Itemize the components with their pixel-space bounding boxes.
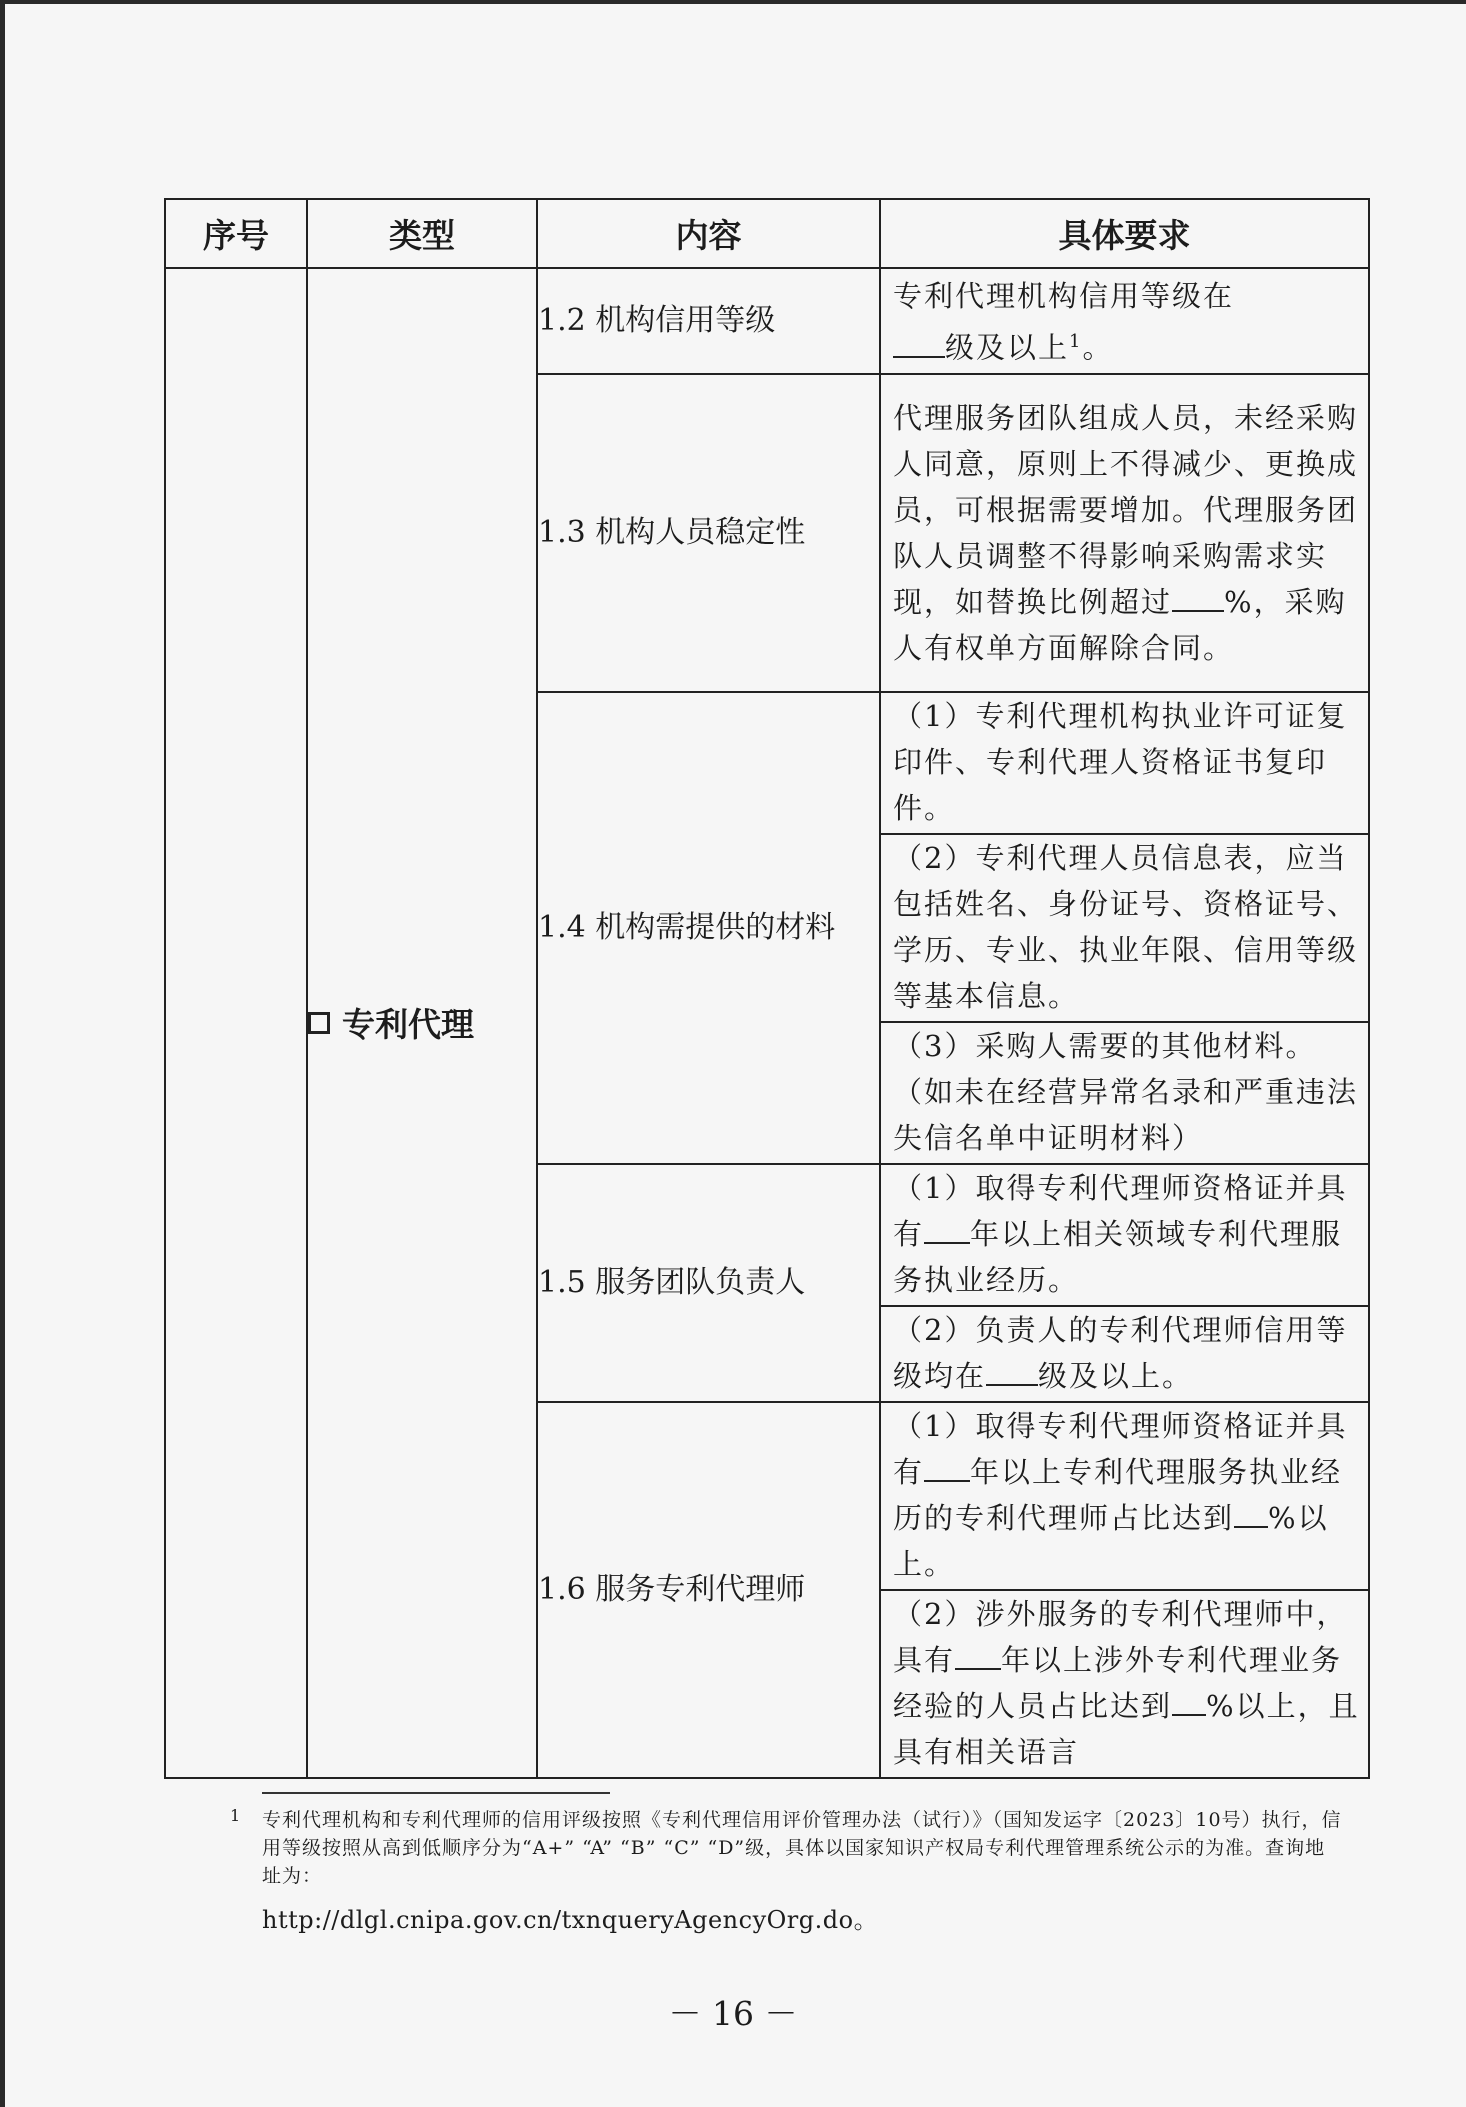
req-item: （1）专利代理机构执业许可证复印件、专利代理人资格证书复印件。: [893, 698, 1348, 825]
footnote-ref: 1: [1069, 331, 1083, 352]
req-item: （2）专利代理人员信息表，应当包括姓名、身份证号、资格证号、学历、专业、执业年限、信用等级等基本信息。: [881, 833, 1368, 1021]
req-text: 。: [1082, 330, 1114, 365]
fill-blank[interactable]: [986, 1354, 1038, 1386]
req-text: （2）负责人的专利代理师信用等级均在: [893, 1312, 1348, 1393]
req-text: （2）涉外服务的专利代理师中，具有: [893, 1596, 1348, 1677]
fill-blank[interactable]: [955, 1638, 1001, 1670]
requirement-cell: [880, 1164, 1369, 1402]
footnote-number: 1: [230, 1806, 242, 1825]
req-text: 专利代理机构信用等级在: [893, 279, 1235, 313]
content-cell: 1.5 服务团队负责人: [537, 1164, 880, 1402]
scan-edge-left: [0, 0, 5, 2107]
footnote-divider: [262, 1792, 610, 1794]
req-text: 年以上专利代理服务执业经历的专利代理师占比达到: [893, 1454, 1343, 1535]
requirement-cell: [880, 268, 1369, 374]
seq-cell: [165, 268, 307, 1778]
requirement-cell: [880, 374, 1369, 692]
requirements-table: [164, 198, 1370, 1779]
footnote-url[interactable]: http://dlgl.cnipa.gov.cn/txnqueryAgencyOrg.do。: [262, 1906, 879, 1934]
fill-blank[interactable]: [893, 326, 945, 358]
req-text: 代理服务团队组成人员，未经采购人同意，原则上不得减少、更换成员，可根据需要增加。代理服务团队人员调整不得影响采购需求实现，如替换比例超过: [893, 400, 1359, 619]
content-cell: 1.6 服务专利代理师: [537, 1402, 880, 1778]
content-cell: 1.2 机构信用等级: [537, 268, 880, 374]
table-row: [165, 268, 1369, 374]
req-text: 年以上涉外专利代理业务经验的人员占比达到: [893, 1642, 1343, 1723]
req-text: 级及以上: [945, 330, 1070, 365]
footnote: [230, 1806, 1342, 1890]
type-label: 专利代理: [342, 1005, 474, 1045]
header-type: 类型: [307, 199, 537, 268]
fill-blank[interactable]: [924, 1212, 970, 1244]
header-seq: 序号: [165, 199, 307, 268]
requirement-cell: [880, 1402, 1369, 1778]
req-item: （3）采购人需要的其他材料。（如未在经营异常名录和严重违法失信名单中证明材料）: [881, 1021, 1368, 1163]
req-text: %以上。: [893, 1500, 1329, 1581]
fill-blank[interactable]: [924, 1450, 970, 1482]
header-content: 内容: [537, 199, 880, 268]
fill-blank[interactable]: [1172, 580, 1224, 612]
page-number: － 16 －: [668, 1994, 798, 2033]
content-cell: 1.4 机构需提供的材料: [537, 692, 880, 1164]
req-text: %，采购人有权单方面解除合同。: [893, 584, 1347, 665]
req-text: （1）取得专利代理师资格证并具有: [893, 1408, 1348, 1489]
table-header-row: [165, 199, 1369, 268]
footnote-text: 专利代理机构和专利代理师的信用评级按照《专利代理信用评价管理办法（试行）》（国知发运字〔2023〕10号）执行，信用等级按照从高到低顺序分为“A+” “A” “B” “C” “D”级，具体以国家知识产权局专利代理管理系统公示的为准。查询地址为：: [262, 1809, 1342, 1887]
type-cell: [307, 268, 537, 1778]
req-text: （1）取得专利代理师资格证并具有: [893, 1170, 1348, 1251]
req-text: 年以上相关领域专利代理服务执业经历。: [893, 1216, 1343, 1297]
req-text: %以上，且具有相关语言: [893, 1688, 1360, 1769]
fill-blank[interactable]: [1234, 1496, 1268, 1528]
requirement-cell: [880, 692, 1369, 1164]
req-text: 级及以上。: [1038, 1358, 1194, 1393]
fill-blank[interactable]: [1172, 1684, 1206, 1716]
content-cell: 1.3 机构人员稳定性: [537, 374, 880, 692]
scan-edge-top: [0, 0, 1466, 4]
header-requirement: 具体要求: [880, 199, 1369, 268]
type-checkbox[interactable]: [308, 1012, 330, 1034]
